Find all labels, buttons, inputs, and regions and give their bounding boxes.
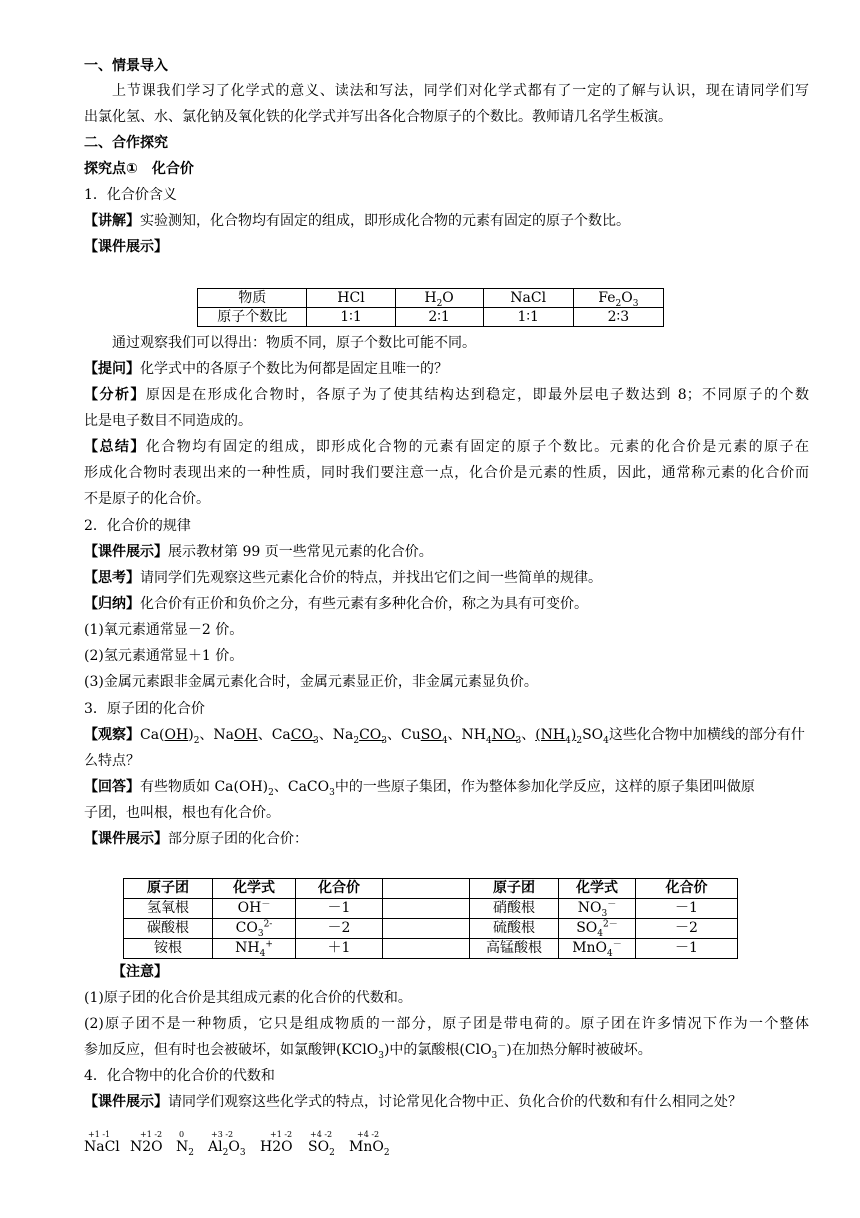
answer-line-1: 【回答】有些物质如 $Ca(OH)_2$、CaCO$_3$中的一些原子集团，作为整体参加化学反应，这样的原子集团叫做原: [84, 779, 755, 798]
formula-name: $SO_2$: [308, 1139, 335, 1158]
table-row: [124, 939, 738, 959]
observe-line-2: 么特点？: [84, 753, 140, 769]
table-cell: －1: [636, 899, 738, 919]
induction-line: 【归纳】化合价有正价和负价之分，有些元素有多种化合价，称之为具有可变价。: [84, 596, 588, 612]
subsection-title-1: 1．化合价含义: [84, 187, 177, 203]
table-row: [198, 308, 664, 327]
rule-3: (3)金属元素跟非金属元素化合时，金属元素显正价，非金属元素显负价。: [84, 674, 538, 690]
question-line: 【提问】化学式中的各原子个数比为何都是固定且唯一的？: [84, 361, 448, 377]
table-header: 化合价: [296, 879, 383, 899]
rule-1: (1)氧元素通常显－2 价。: [84, 622, 244, 638]
table-row: [124, 919, 738, 939]
think-line: 【思考】请同学们先观察这些元素化合价的特点，并找出它们之间一些简单的规律。: [84, 570, 602, 586]
table-row: [124, 879, 738, 899]
courseware-line-2: 【课件展示】展示教材第 99 页一些常见元素的化合价。: [84, 544, 433, 560]
table-cell: $CO_3^{2-}$: [213, 919, 296, 939]
valence-label: +4 -2: [357, 1130, 380, 1139]
table-header: 化学式: [213, 879, 296, 899]
explain-line: 【讲解】实验测知，化合物均有固定的组成，即形成化合物的元素有固定的原子个数比。: [84, 213, 630, 229]
rule-2: (2)氢元素通常显＋1 价。: [84, 648, 244, 664]
radical-valence-table: [123, 878, 738, 959]
observe-formulas-line: 【观察】$Ca(OH)_2$、NaOH、CaCO$_3$、$Na_2CO_3$、CuSO$_4$、$NH_4NO_3$、$(NH_4)_2SO_4$这些化合物中加横线的部分有什: [84, 727, 805, 746]
analysis-line-2: 比是电子数目不同造成的。: [84, 413, 252, 429]
observation-line: 通过观察我们可以得出：物质不同，原子个数比可能不同。: [112, 335, 476, 351]
table-cell: OH－: [213, 899, 296, 919]
section-heading-explore: 二、合作探究: [84, 135, 168, 151]
table-cell: 原子个数比: [198, 308, 307, 327]
note-2-line-1: (2)原子团不是一种物质，它只是组成物质的一部分，原子团是带电荷的。原子团在许多情况下作为一个整体: [84, 1016, 809, 1032]
valence-label: 0: [179, 1130, 185, 1139]
table-header: 原子团: [124, 879, 213, 899]
table-cell: －2: [296, 919, 383, 939]
intro-paragraph-line-1: 上节课我们学习了化学式的意义、读法和写法，同学们对化学式都有了一定的了解与认识，现在请同学们写: [112, 83, 809, 99]
note-1: (1)原子团的化合价是其组成元素的化合价的代数和。: [84, 990, 412, 1006]
table-header: 化合价: [636, 879, 738, 899]
table-cell-empty: [383, 879, 470, 899]
formula-name: MnO$_2$: [349, 1139, 390, 1158]
table-row: [198, 289, 664, 308]
note-label: 【注意】: [112, 964, 168, 980]
table-row: [124, 899, 738, 919]
section-heading-intro: 一、情景导入: [84, 58, 168, 74]
table-cell: $SO_4^{2-}$: [559, 919, 636, 939]
answer-line-2: 子团，也叫根，根也有化合价。: [84, 805, 280, 821]
explore-point-title: 探究点① 化合价: [84, 161, 194, 177]
table-cell: 1∶1: [483, 308, 573, 327]
table-cell: －2: [636, 919, 738, 939]
summary-line-2: 形成化合物时表现出来的一种性质，同时我们要注意一点，化合价是元素的性质，因此，通常称元素的化合价而: [84, 465, 809, 481]
atom-ratio-table: [197, 288, 664, 327]
table-cell: 碳酸根: [124, 919, 213, 939]
table-cell: $NH_4^+$: [213, 939, 296, 959]
table-cell: 1∶1: [307, 308, 395, 327]
valence-label: +1 -2: [140, 1130, 163, 1139]
valence-label: +4 -2: [310, 1130, 333, 1139]
subsection-title-2: 2．化合价的规律: [84, 518, 191, 534]
table-cell: 2∶1: [395, 308, 483, 327]
valence-label: +1 -1: [88, 1130, 111, 1139]
note-2-line-2: 参加反应，但有时也会被破坏，如氯酸钾(KClO$_3$)中的氯酸根(ClO$_3$－)在加热分解时被破坏。: [84, 1041, 652, 1061]
formula-name: $N_2$: [176, 1139, 194, 1158]
summary-line-1: 【总结】化合物均有固定的组成，即形成化合物的元素有固定的原子个数比。元素的化合价是元素的原子在: [84, 439, 809, 455]
subsection-title-3: 3．原子团的化合价: [84, 701, 205, 717]
table-cell: HCl: [307, 289, 395, 308]
table-cell: 硫酸根: [470, 919, 559, 939]
analysis-line-1: 【分析】原因是在形成化合物时，各原子为了使其结构达到稳定，即最外层电子数达到 8；不同原子的个数: [84, 387, 810, 403]
formula-name: H2O: [260, 1139, 293, 1155]
table-cell: NaCl: [483, 289, 573, 308]
valence-label: +1 -2: [270, 1130, 293, 1139]
courseware-line-3: 【课件展示】部分原子团的化合价：: [84, 831, 308, 847]
table-cell: 铵根: [124, 939, 213, 959]
table-cell: －1: [636, 939, 738, 959]
summary-line-3: 不是原子的化合价。: [84, 491, 210, 507]
formula-name: $Al_2O_3$: [208, 1139, 246, 1158]
table-cell: 氢氧根: [124, 899, 213, 919]
table-cell: 硝酸根: [470, 899, 559, 919]
table-header: 原子团: [470, 879, 559, 899]
table-cell: $H_2O$: [395, 289, 483, 308]
table-cell: MnO$_4$－: [559, 939, 636, 959]
formula-name: NaCl: [84, 1139, 120, 1155]
intro-paragraph-line-2: 出氯化氢、水、氯化钠及氧化铁的化学式并写出各化合物原子的个数比。教师请几名学生板演。: [84, 109, 672, 125]
table-cell-empty: [383, 919, 470, 939]
table-header: 化学式: [559, 879, 636, 899]
table-cell: 高锰酸根: [470, 939, 559, 959]
courseware-label-1: 【课件展示】: [84, 239, 168, 255]
table-cell: －1: [296, 899, 383, 919]
subsection-title-4: 4．化合物中的化合价的代数和: [84, 1068, 275, 1084]
valence-label: +3 -2: [211, 1130, 234, 1139]
table-cell: $NO_3^-$: [559, 899, 636, 919]
table-cell: 物质: [198, 289, 307, 308]
table-cell-empty: [383, 899, 470, 919]
table-cell: 2∶3: [573, 308, 663, 327]
table-cell-empty: [383, 939, 470, 959]
table-cell: ＋1: [296, 939, 383, 959]
table-cell: $Fe_2O_3$: [573, 289, 663, 308]
formula-name: N2O: [130, 1139, 163, 1155]
courseware-line-4: 【课件展示】请同学们观察这些化学式的特点，讨论常见化合物中正、负化合价的代数和有什么相同之处？: [84, 1094, 742, 1110]
